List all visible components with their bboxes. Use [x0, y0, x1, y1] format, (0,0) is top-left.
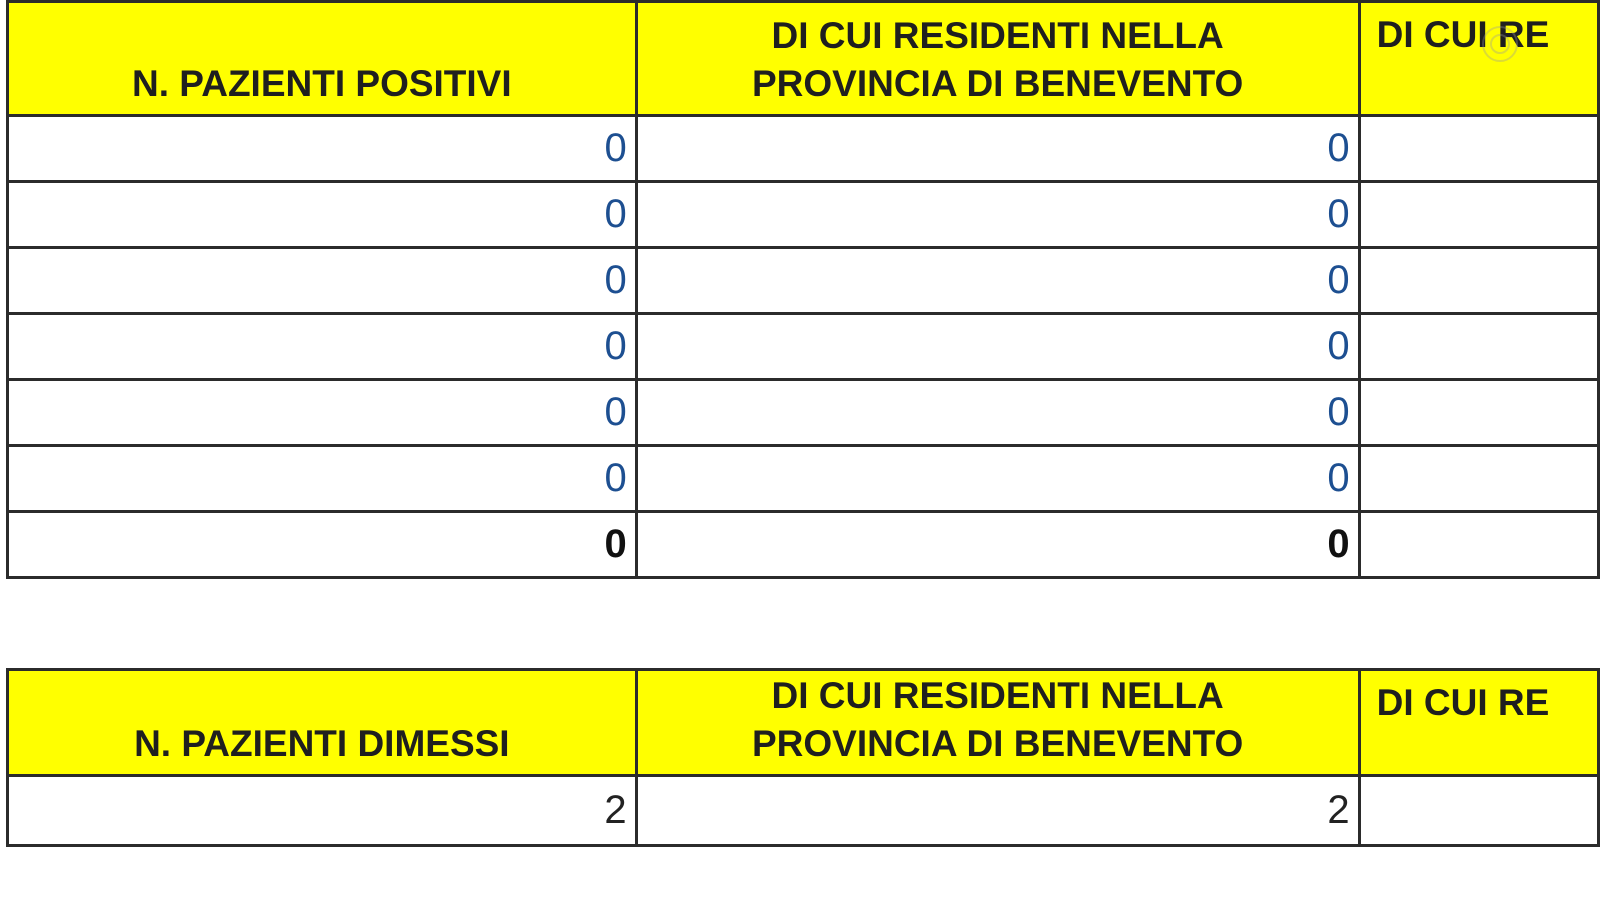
header-row: [8, 670, 1599, 776]
cell-residents-count[interactable]: 0: [636, 248, 1359, 314]
table-row: [8, 248, 1599, 314]
table-row: [8, 776, 1599, 846]
header-row: [8, 2, 1599, 116]
header-partial-column: DI CUI RE: [1359, 2, 1598, 116]
cell-residents-count[interactable]: 0: [636, 380, 1359, 446]
cell-partial-empty[interactable]: [1359, 314, 1598, 380]
table-row: [8, 314, 1599, 380]
cell-residents-count[interactable]: 0: [636, 446, 1359, 512]
cell-positive-count[interactable]: 0: [8, 248, 637, 314]
site-logo-watermark-icon: [1480, 24, 1520, 64]
cell-positive-count[interactable]: 0: [8, 380, 637, 446]
table-discharged-patients: [6, 668, 1600, 847]
header-line-2: PROVINCIA DI BENEVENTO: [751, 723, 1244, 764]
cell-total-positive[interactable]: 0: [8, 512, 637, 578]
header-residents-benevento: [636, 2, 1359, 116]
cell-residents-count[interactable]: 2: [636, 776, 1359, 846]
cell-partial-empty[interactable]: [1359, 446, 1598, 512]
table-row: [8, 380, 1599, 446]
cell-residents-count[interactable]: 0: [636, 116, 1359, 182]
header-positive-patients: N. PAZIENTI POSITIVI: [8, 2, 637, 116]
header-line-1: DI CUI RESIDENTI NELLA: [771, 15, 1224, 56]
cell-discharged-count[interactable]: 2: [8, 776, 637, 846]
cell-positive-count[interactable]: 0: [8, 116, 637, 182]
cell-partial-empty[interactable]: [1359, 512, 1598, 578]
cell-partial-empty[interactable]: [1359, 182, 1598, 248]
cell-positive-count[interactable]: 0: [8, 446, 637, 512]
cell-partial-empty[interactable]: [1359, 116, 1598, 182]
header-line-2: PROVINCIA DI BENEVENTO: [751, 63, 1244, 104]
header-partial-column: DI CUI RE: [1359, 670, 1598, 776]
cell-partial-empty[interactable]: [1359, 776, 1598, 846]
cell-positive-count[interactable]: 0: [8, 182, 637, 248]
table-row: [8, 182, 1599, 248]
header-discharged-patients: N. PAZIENTI DIMESSI: [8, 670, 637, 776]
total-row: [8, 512, 1599, 578]
cell-partial-empty[interactable]: [1359, 248, 1598, 314]
table-positive-patients: [6, 0, 1600, 579]
cell-positive-count[interactable]: 0: [8, 314, 637, 380]
cell-residents-count[interactable]: 0: [636, 314, 1359, 380]
cell-partial-empty[interactable]: [1359, 380, 1598, 446]
header-line-1: DI CUI RESIDENTI NELLA: [771, 675, 1224, 716]
cell-total-residents[interactable]: 0: [636, 512, 1359, 578]
header-residents-benevento: [636, 670, 1359, 776]
table-row: [8, 446, 1599, 512]
table-row: [8, 116, 1599, 182]
cell-residents-count[interactable]: 0: [636, 182, 1359, 248]
